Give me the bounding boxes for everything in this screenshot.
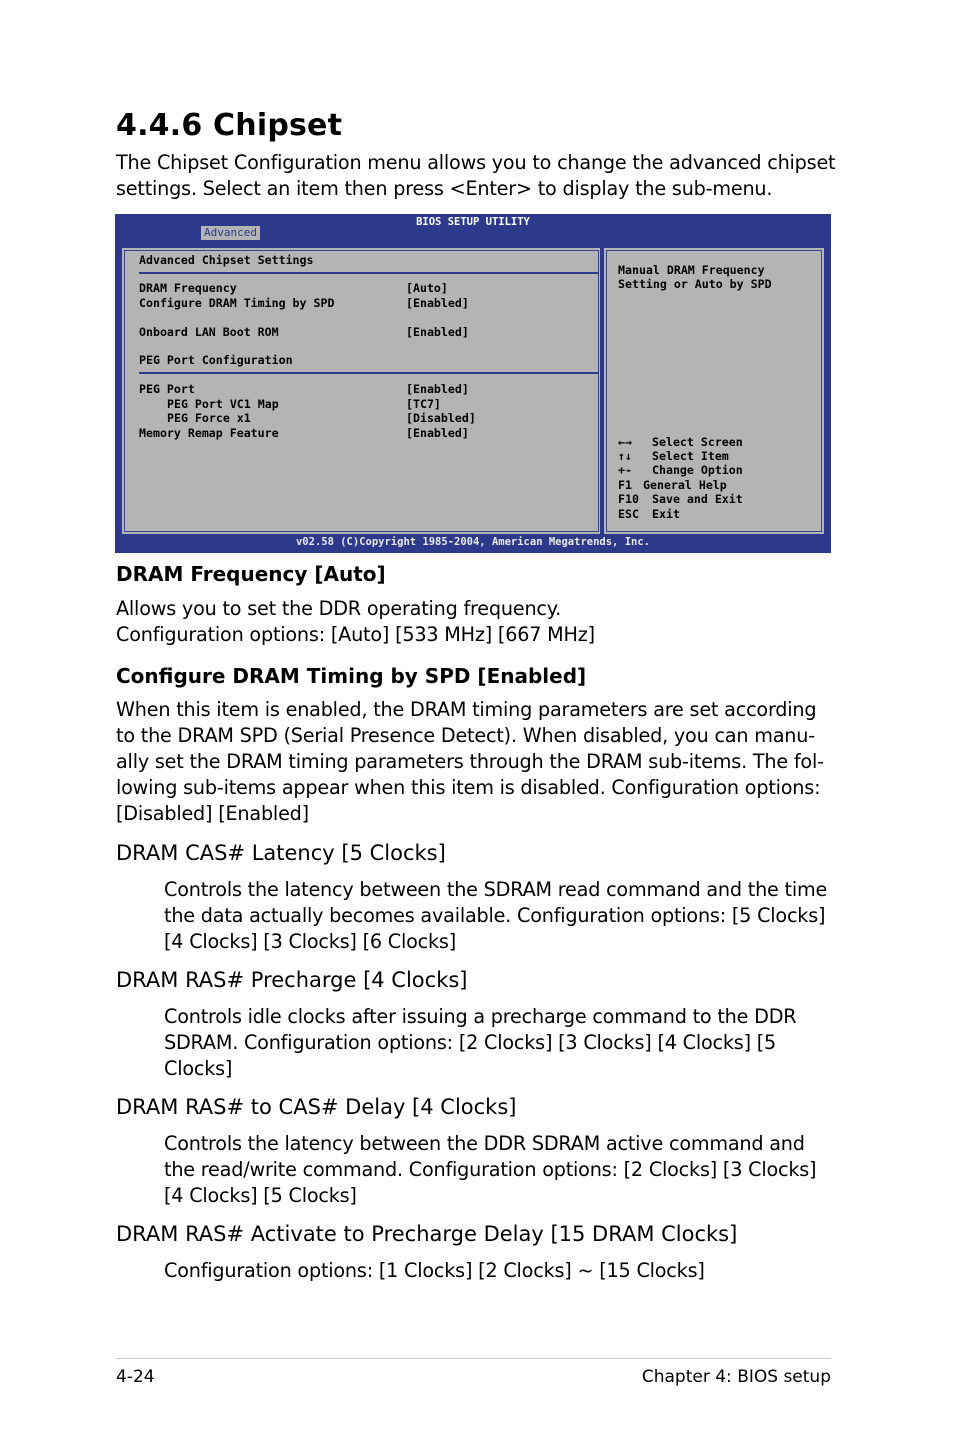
key-f1: F1 — [618, 478, 632, 492]
setting-value-lan-boot-rom[interactable]: [Enabled] — [406, 325, 469, 339]
key-help-select-screen: Select Screen — [652, 435, 743, 449]
subsection-text-ras-activate: Configuration options: [1 Clocks] [2 Clocks] ~ [15 Clocks] — [164, 1259, 705, 1282]
section-heading-dram-timing: Configure DRAM Timing by SPD [Enabled] — [116, 664, 587, 688]
setting-value-dram-frequency[interactable]: [Auto] — [406, 281, 448, 295]
bios-screen — [115, 214, 831, 553]
bios-copyright: v02.58 (C)Copyright 1985-2004, American Megatrends, Inc. — [295, 536, 650, 548]
subsection-text-ras-to-cas: Controls the latency between the DDR SDRAM active command and the read/write command. Configuration options: [2 Clocks] [3 Clocks] [4 Clocks] [5 Clocks] — [164, 1132, 817, 1207]
subsection-text-cas-latency: Controls the latency between the SDRAM read command and the time the data actually becomes available. Configuration options: [5 Clocks] [4 Clocks] [3 Clocks] [6 Clocks] — [164, 878, 828, 953]
setting-label-peg-vc1-map[interactable]: PEG Port VC1 Map — [167, 397, 279, 411]
key-help-save-exit: Save and Exit — [652, 492, 743, 506]
chapter-label: Chapter 4: BIOS setup — [641, 1367, 831, 1387]
key-help-general-help: General Help — [643, 478, 727, 492]
section-title: Advanced Chipset Settings — [139, 253, 314, 267]
intro-paragraph: The Chipset Configuration menu allows you to change the advanced chipset settings. Select an item then press <Enter> to display the sub-menu. — [116, 151, 836, 200]
section-text-dram-frequency-line2: Configuration options: [Auto] [533 MHz] [667 MHz] — [116, 623, 595, 646]
setting-value-peg-port[interactable]: [Enabled] — [406, 382, 469, 396]
arrow-left-right-icon: ←→ — [618, 435, 632, 449]
setting-label-peg-port[interactable]: PEG Port — [139, 382, 195, 396]
arrow-up-down-icon: ↑↓ — [618, 449, 632, 463]
subsection-text-ras-precharge: Controls idle clocks after issuing a precharge command to the DDR SDRAM. Configuration options: [2 Clocks] [3 Clocks] [4 Clocks] [5 Clocks] — [164, 1005, 797, 1080]
section-text-dram-timing: When this item is enabled, the DRAM timing parameters are set according to the DRAM SPD (Serial Presence Detect). When disabled, you can manu-ally set the DRAM timing parameters through the DRAM sub-items. The fol-lowing sub-items appear when this item is disabled. Configuration options: [Disabled] [Enabled] — [116, 698, 824, 825]
setting-value-memory-remap[interactable]: [Enabled] — [406, 426, 469, 440]
page-number: 4-24 — [116, 1367, 155, 1387]
setting-label-memory-remap[interactable]: Memory Remap Feature — [139, 426, 279, 440]
setting-label-dram-timing-spd[interactable]: Configure DRAM Timing by SPD — [139, 296, 335, 310]
setting-value-dram-timing-spd[interactable]: [Enabled] — [406, 296, 469, 310]
settings-panel — [119, 245, 604, 537]
help-text-line1: Manual DRAM Frequency — [618, 263, 765, 277]
bios-title: BIOS SETUP UTILITY — [416, 216, 530, 228]
setting-value-peg-vc1-map[interactable]: [TC7] — [406, 397, 441, 411]
tab-advanced[interactable]: Advanced — [201, 226, 260, 240]
key-f10: F10 — [618, 492, 639, 506]
help-panel — [601, 245, 827, 537]
key-help-select-item: Select Item — [652, 449, 729, 463]
setting-label-peg-force-x1[interactable]: PEG Force x1 — [167, 411, 251, 425]
peg-port-config-header: PEG Port Configuration — [139, 353, 293, 367]
key-help-exit: Exit — [652, 507, 680, 521]
subsection-heading-ras-to-cas: DRAM RAS# to CAS# Delay [4 Clocks] — [116, 1095, 517, 1119]
help-text-line2: Setting or Auto by SPD — [618, 277, 772, 291]
subsection-heading-ras-activate: DRAM RAS# Activate to Precharge Delay [15 DRAM Clocks] — [116, 1222, 738, 1246]
key-help-change-option: Change Option — [652, 463, 743, 477]
page-title: 4.4.6 Chipset — [116, 108, 343, 143]
section-heading-dram-frequency: DRAM Frequency [Auto] — [116, 562, 386, 586]
key-esc: ESC — [618, 507, 639, 521]
subsection-heading-cas-latency: DRAM CAS# Latency [5 Clocks] — [116, 841, 446, 865]
setting-label-lan-boot-rom[interactable]: Onboard LAN Boot ROM — [139, 325, 279, 339]
section-text-dram-frequency-line1: Allows you to set the DDR operating frequency. — [116, 597, 562, 620]
subsection-heading-ras-precharge: DRAM RAS# Precharge [4 Clocks] — [116, 968, 468, 992]
footer-divider — [116, 1358, 831, 1359]
setting-value-peg-force-x1[interactable]: [Disabled] — [406, 411, 476, 425]
key-plus-minus: +- — [618, 463, 632, 477]
setting-label-dram-frequency[interactable]: DRAM Frequency — [139, 281, 237, 295]
